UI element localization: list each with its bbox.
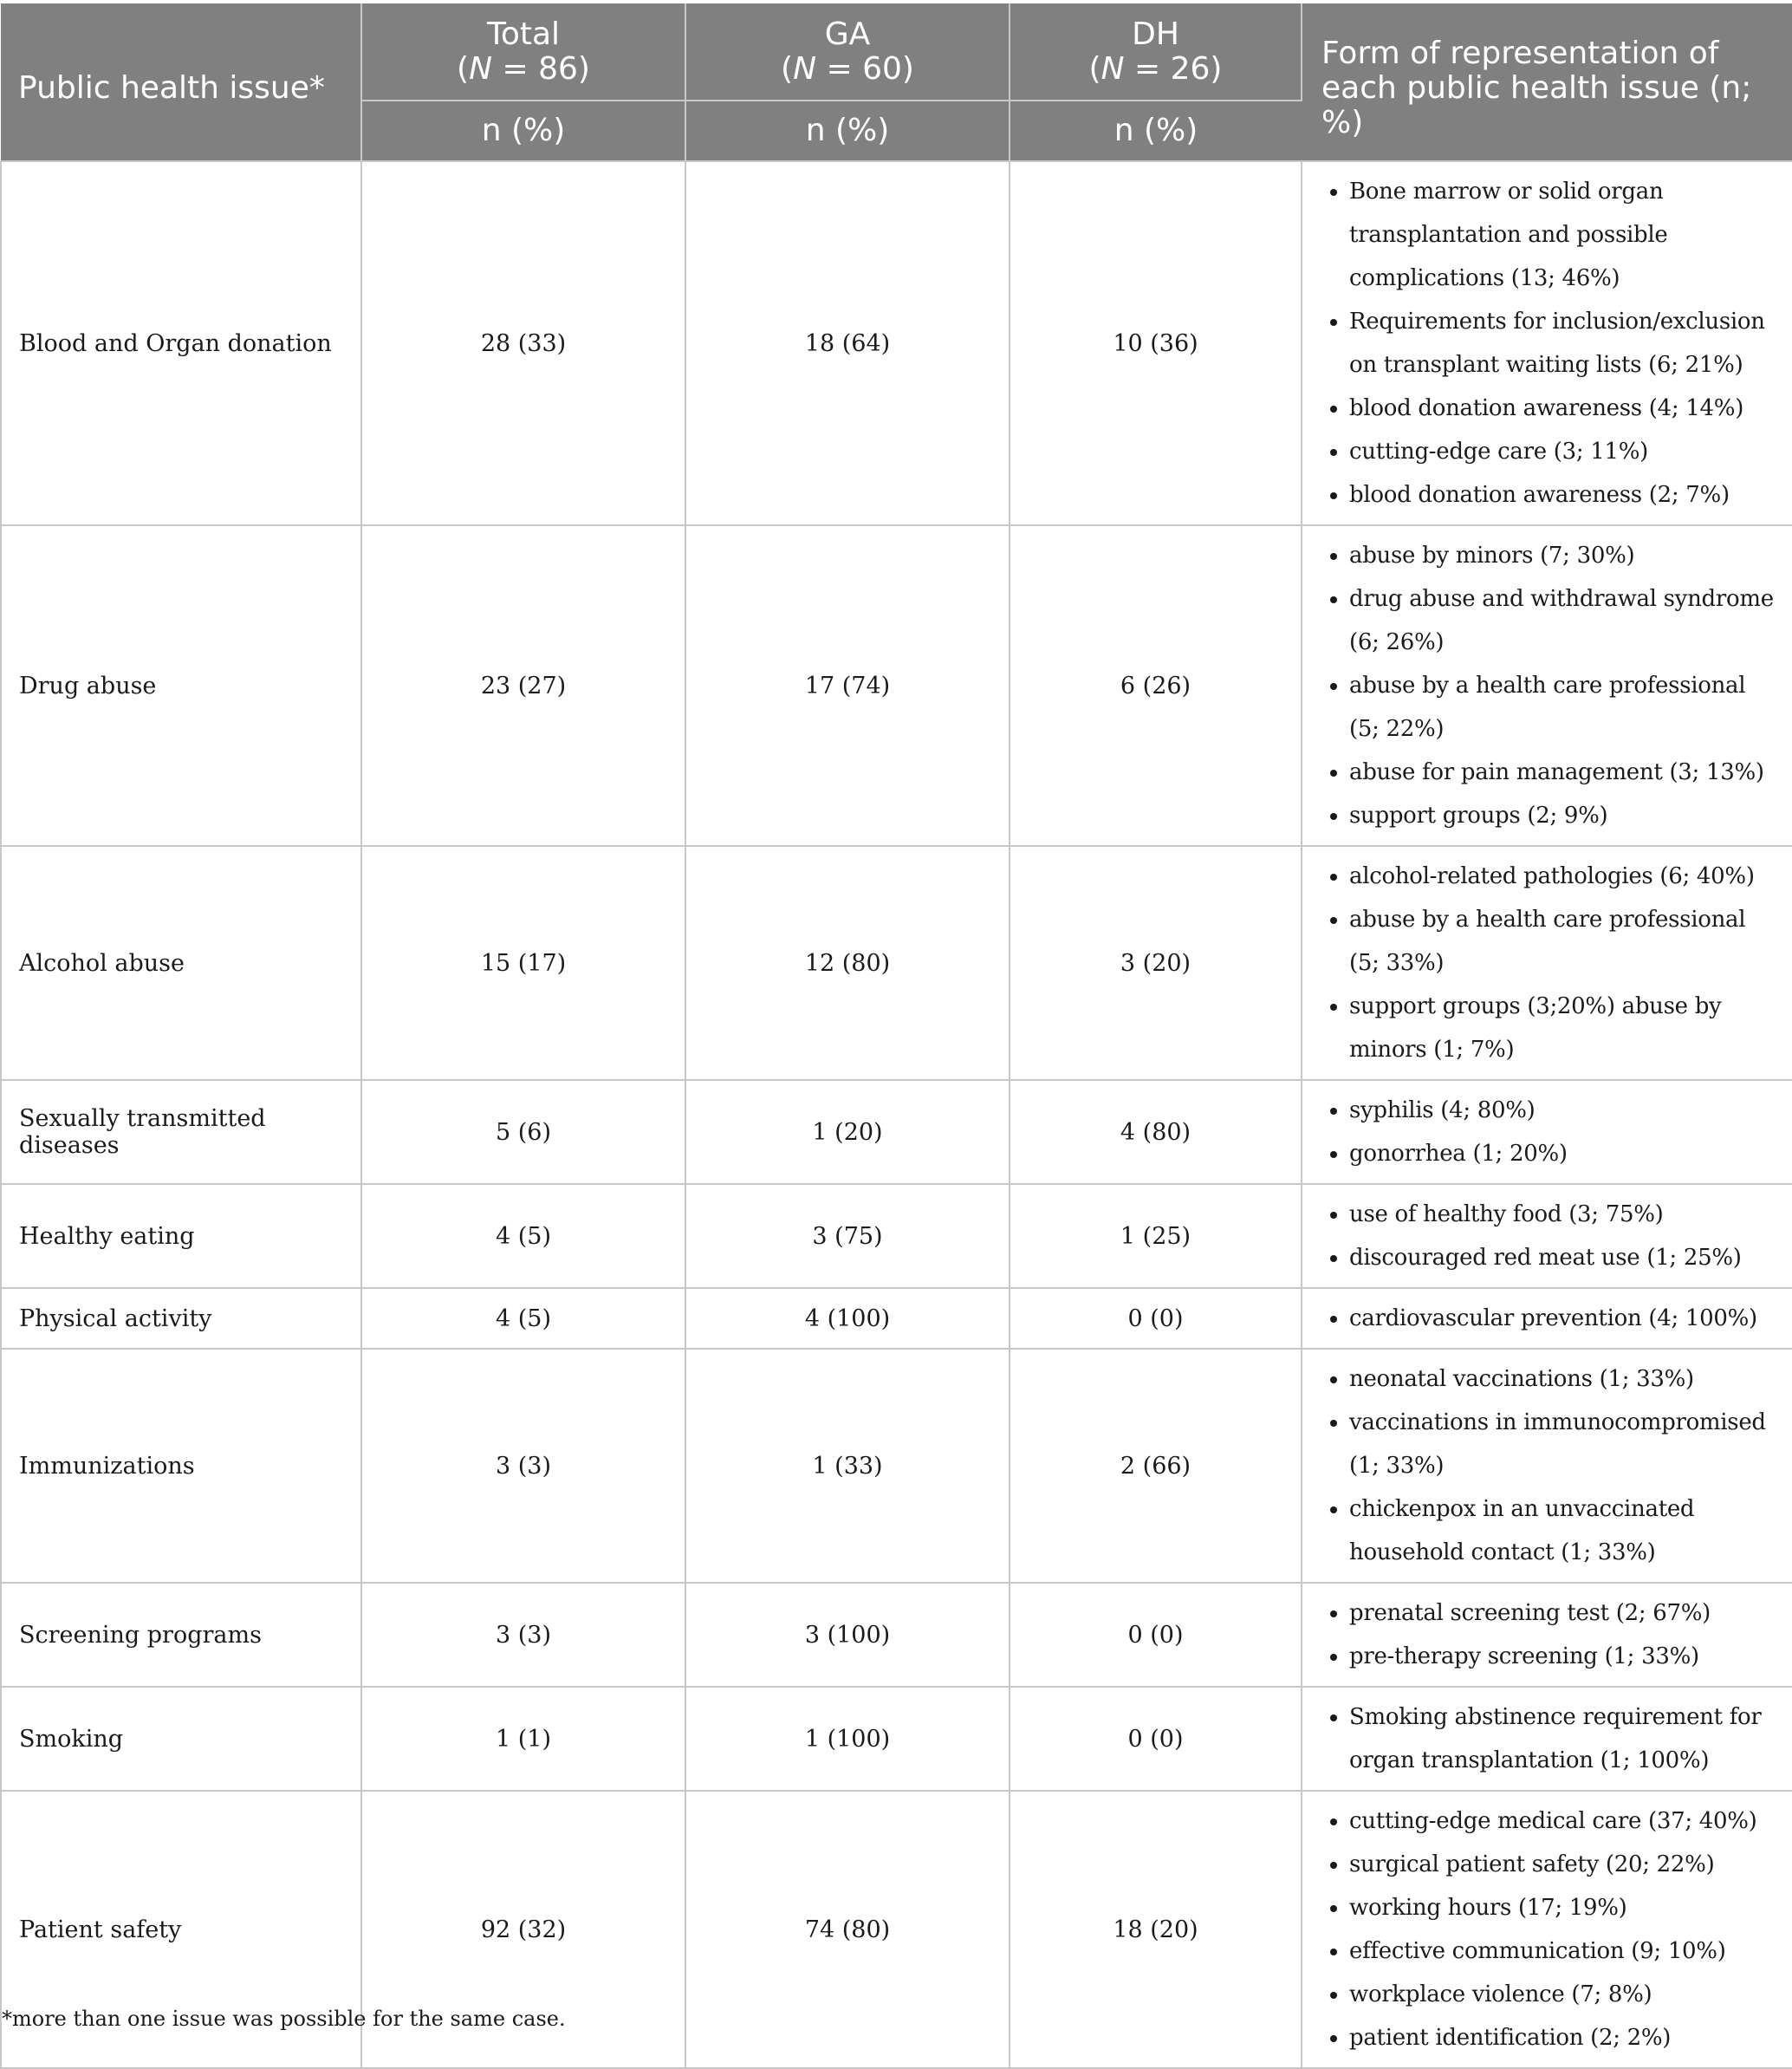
n-variable: N [1101, 50, 1125, 87]
ga-cell: 3 (100) [685, 1583, 1010, 1687]
ga-cell: 74 (80) [685, 1791, 1010, 2068]
paren: ( [781, 50, 794, 87]
forms-list-item: • alcohol-related pathologies (6; 40%) [1349, 855, 1778, 898]
unit-ga: n (%) [685, 101, 1010, 161]
header-public-health-issue: Public health issue* [1, 3, 361, 161]
ga-cell: 1 (20) [685, 1080, 1010, 1184]
footnote: *more than one issue was possible for the same case. [2, 2007, 566, 2031]
forms-cell [1302, 1080, 1792, 1184]
header-total [361, 3, 685, 101]
dh-cell: 0 (0) [1010, 1687, 1302, 1791]
ga-cell: 12 (80) [685, 846, 1010, 1080]
dh-cell: 3 (20) [1010, 846, 1302, 1080]
ga-cell: 1 (33) [685, 1349, 1010, 1583]
paren: ( [1088, 50, 1101, 87]
header-ga-label: GA [824, 16, 871, 52]
forms-cell [1302, 1583, 1792, 1687]
forms-cell [1302, 1687, 1792, 1791]
table-row [1, 846, 1792, 1080]
table-row [1, 1349, 1792, 1583]
header-form-line1: Form of representation of [1321, 35, 1719, 71]
forms-list-item: • gonorrhea (1; 20%) [1349, 1132, 1778, 1175]
unit-total: n (%) [361, 101, 685, 161]
forms-list-item: • neonatal vaccinations (1; 33%) [1349, 1357, 1778, 1401]
table-row [1, 1184, 1792, 1288]
forms-list-item: • effective communication (9; 10%) [1349, 1929, 1778, 1973]
forms-list-item: • pre-therapy screening (1; 33%) [1349, 1635, 1778, 1678]
forms-list-item: • abuse by a health care professional (5; 22%) [1349, 664, 1778, 751]
issue-cell: Smoking [1, 1687, 361, 1791]
table-container [0, 3, 1792, 2069]
forms-list [1321, 1193, 1778, 1279]
paren: ( [457, 50, 470, 87]
dh-cell: 0 (0) [1010, 1583, 1302, 1687]
total-cell: 23 (27) [361, 525, 685, 846]
header-form-of-representation [1302, 3, 1792, 161]
table-row [1, 1288, 1792, 1349]
issue-cell: Healthy eating [1, 1184, 361, 1288]
total-cell: 5 (6) [361, 1080, 685, 1184]
forms-list-item: • cutting-edge care (3; 11%) [1349, 430, 1778, 473]
header-dh-label: DH [1132, 16, 1179, 52]
forms-list [1321, 1695, 1778, 1782]
header-form-line2: each public health issue (n; %) [1321, 69, 1752, 140]
header-dh [1010, 3, 1302, 101]
issue-cell: Physical activity [1, 1288, 361, 1349]
forms-list-item: • Bone marrow or solid organ transplantation and possible complications (13; 46%) [1349, 170, 1778, 300]
total-cell: 4 (5) [361, 1184, 685, 1288]
ga-cell: 1 (100) [685, 1687, 1010, 1791]
forms-list-item: • support groups (2; 9%) [1349, 794, 1778, 837]
forms-list-item: • abuse by minors (7; 30%) [1349, 534, 1778, 577]
header-dh-n [1010, 52, 1301, 87]
forms-list [1321, 1799, 1778, 2059]
forms-cell [1302, 161, 1792, 525]
header-total-n [362, 52, 685, 87]
issue-cell: Alcohol abuse [1, 846, 361, 1080]
table-row [1, 525, 1792, 846]
table-row [1, 1583, 1792, 1687]
issue-cell: Screening programs [1, 1583, 361, 1687]
forms-list [1321, 1297, 1778, 1340]
dh-cell: 6 (26) [1010, 525, 1302, 846]
header-row [1, 3, 1792, 101]
table-row [1, 1080, 1792, 1184]
forms-cell [1302, 525, 1792, 846]
header-ga-n [686, 52, 1009, 87]
dh-cell: 2 (66) [1010, 1349, 1302, 1583]
total-cell: 4 (5) [361, 1288, 685, 1349]
forms-list-item: • working hours (17; 19%) [1349, 1886, 1778, 1929]
forms-list-item: • use of healthy food (3; 75%) [1349, 1193, 1778, 1236]
header-total-label: Total [486, 16, 561, 52]
forms-list-item: • surgical patient safety (20; 22%) [1349, 1843, 1778, 1886]
forms-list-item: • discouraged red meat use (1; 25%) [1349, 1236, 1778, 1279]
total-cell: 3 (3) [361, 1583, 685, 1687]
forms-list [1321, 534, 1778, 837]
forms-list-item: • abuse for pain management (3; 13%) [1349, 751, 1778, 794]
n-value: = 60) [816, 50, 914, 87]
forms-list-item: • vaccinations in immunocompromised (1; 33%) [1349, 1401, 1778, 1487]
forms-list [1321, 1357, 1778, 1574]
dh-cell: 18 (20) [1010, 1791, 1302, 2068]
forms-list-item: • cardiovascular prevention (4; 100%) [1349, 1297, 1778, 1340]
forms-list-item: • patient identification (2; 2%) [1349, 2016, 1778, 2059]
forms-list [1321, 1591, 1778, 1678]
forms-list-item: • blood donation awareness (4; 14%) [1349, 387, 1778, 430]
forms-list-item: • cutting-edge medical care (37; 40%) [1349, 1799, 1778, 1843]
ga-cell: 4 (100) [685, 1288, 1010, 1349]
forms-list [1321, 1089, 1778, 1175]
forms-list-item: • support groups (3;20%) abuse by minors (1; 7%) [1349, 985, 1778, 1071]
dh-cell: 4 (80) [1010, 1080, 1302, 1184]
total-cell: 28 (33) [361, 161, 685, 525]
forms-list-item: • Smoking abstinence requirement for organ transplantation (1; 100%) [1349, 1695, 1778, 1782]
forms-list [1321, 170, 1778, 517]
total-cell: 15 (17) [361, 846, 685, 1080]
dh-cell: 10 (36) [1010, 161, 1302, 525]
n-value: = 26) [1124, 50, 1223, 87]
n-variable: N [793, 50, 817, 87]
forms-list-item: • drug abuse and withdrawal syndrome (6; 26%) [1349, 577, 1778, 664]
forms-cell [1302, 846, 1792, 1080]
ga-cell: 3 (75) [685, 1184, 1010, 1288]
issue-cell: Patient safety [1, 1791, 361, 2068]
forms-list-item: • workplace violence (7; 8%) [1349, 1973, 1778, 2016]
forms-cell [1302, 1791, 1792, 2068]
issue-cell: Blood and Organ donation [1, 161, 361, 525]
ga-cell: 18 (64) [685, 161, 1010, 525]
issue-cell: Immunizations [1, 1349, 361, 1583]
dh-cell: 0 (0) [1010, 1288, 1302, 1349]
n-value: = 86) [492, 50, 590, 87]
forms-cell [1302, 1288, 1792, 1349]
public-health-table [0, 3, 1792, 2069]
table-header [1, 3, 1792, 161]
dh-cell: 1 (25) [1010, 1184, 1302, 1288]
forms-list-item: • abuse by a health care professional (5; 33%) [1349, 898, 1778, 985]
forms-list-item: • blood donation awareness (2; 7%) [1349, 473, 1778, 517]
issue-cell: Drug abuse [1, 525, 361, 846]
forms-list-item: • chickenpox in an unvaccinated household contact (1; 33%) [1349, 1487, 1778, 1574]
forms-list [1321, 855, 1778, 1071]
n-variable: N [469, 50, 493, 87]
forms-list-item: • prenatal screening test (2; 67%) [1349, 1591, 1778, 1635]
total-cell: 1 (1) [361, 1687, 685, 1791]
header-ga [685, 3, 1010, 101]
forms-cell [1302, 1184, 1792, 1288]
forms-list-item: • Requirements for inclusion/exclusion on transplant waiting lists (6; 21%) [1349, 300, 1778, 387]
table-row [1, 1687, 1792, 1791]
ga-cell: 17 (74) [685, 525, 1010, 846]
issue-cell: Sexually transmitted diseases [1, 1080, 361, 1184]
table-body [1, 161, 1792, 2068]
unit-dh: n (%) [1010, 101, 1302, 161]
total-cell: 3 (3) [361, 1349, 685, 1583]
forms-cell [1302, 1349, 1792, 1583]
table-row [1, 161, 1792, 525]
forms-list-item: • syphilis (4; 80%) [1349, 1089, 1778, 1132]
total-cell: 92 (32) [361, 1791, 685, 2068]
